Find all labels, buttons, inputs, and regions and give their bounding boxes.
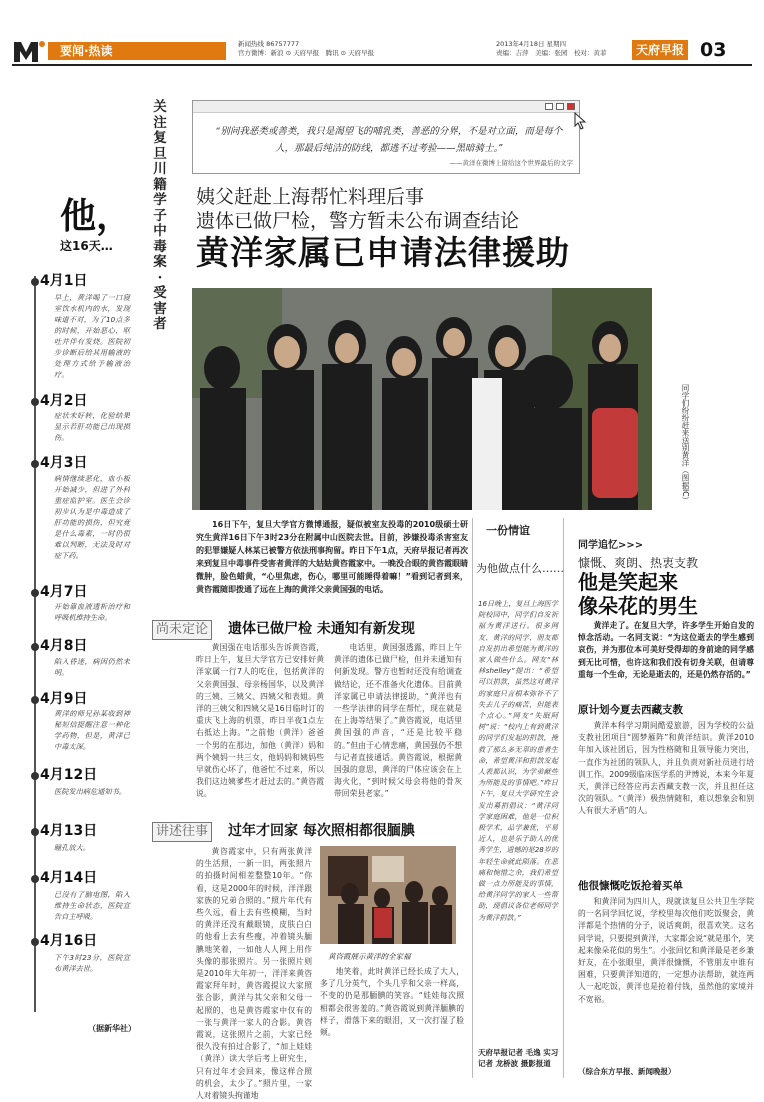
close-icon [567, 103, 575, 110]
sidebar-title: 一份情谊 [486, 524, 530, 537]
timeline-dot [31, 696, 39, 704]
right-subheading: 他很慷慨吃饭抢着买单 [578, 880, 683, 892]
section-tag: 讲述往事 [152, 822, 212, 842]
quote-window-titlebar [193, 101, 579, 113]
timeline-text: 陷入昏迷，病因仍然未明。 [54, 657, 130, 677]
cursor-icon [574, 112, 588, 130]
timeline-date: 4月13日 [40, 823, 98, 839]
timeline-text: 黄洋的师兄孙某收到神秘短信提醒注意一种化学药物，但是，黄洋已中毒太深。 [54, 709, 130, 751]
hotline-text: 新闻热线 86757777 [238, 40, 300, 48]
section-tag: 尚未定论 [152, 620, 212, 640]
right-kicker: 慷慨、爽朗、热衷支教 [578, 556, 699, 570]
timeline-dot [31, 460, 39, 468]
maximize-icon [556, 103, 564, 110]
body-paragraph: 电话里，黄国强透露，昨日上午黄洋的遗体已做尸检，但并未通知有何新发现。警方也暂时还没有给调查做结论，还不准备火化遗体。目前黄洋家属已申请法律援助，“黄洋也有一些学法律的同学在帮忙，现在就是在上海等结果了。”黄咨霞说，电话里黄国强的声音，“还是比较平稳的。”但由于心情悲痛，黄国强仍不想与记者直接通话。黄咨霞说，根据黄国强的意思，黄洋的尸体应该会在上海火化，“到时候父母会将他的骨灰带回荣县老家。” [334, 643, 462, 799]
body-paragraph: 黄国强在电话那头告诉黄咨霞，昨日上午，复旦大学官方已安排好黄洋家属一行7人的吃住，包括黄洋的父亲黄国强、母亲杨国华，以及黄洋的三姨、三姨父、四姨父和表姐。黄洋的三姨父和四姨父是16日临时订的重庆飞上海的机票，昨日半夜1点左右抵达上海。“之前他（黄洋）爸爸一个男的在那边，加他（黄洋）妈和两个姨妈一共三女，他妈妈和姨妈些早就伤心坏了，他爸忙不过来，所以我们这边姨爹些才赶过去的。”黄咨霞说。 [196, 643, 324, 799]
photo-crowd-illustration [192, 288, 652, 510]
photo-caption: 同学们纷纷赶来送别黄洋（图据IC） [681, 384, 690, 504]
section-title: 过年才回家 每次照相都很腼腆 [228, 823, 415, 839]
right-subheading: 原计划今夏去西藏支教 [578, 704, 683, 716]
quote-window [192, 100, 580, 174]
family-photo-caption: 黄咨霞展示黄洋的全家福 [328, 952, 411, 961]
timeline-text: 医院发出病危通知书。 [54, 787, 126, 796]
issue-date: 2013年4月18日 星期四 [496, 40, 567, 48]
timeline-title: 他， [60, 195, 133, 237]
main-headline: 黄洋家属已申请法律援助 [196, 233, 570, 272]
timeline-date: 4月7日 [40, 584, 88, 600]
timeline-dot [31, 589, 39, 597]
right-intro: 黄洋走了。在复旦大学，许多学生开始自发的悼念活动。一名同支说：“为这位逝去的学生感到哀伤，并为那位本可美好受得却的身前途的同学感到无比可惜，也许这和我们没有切身关联，但请尊重每一个生命，无论是逝去的，还是仍然存活的。” [578, 621, 754, 679]
page-number: 03 [700, 39, 727, 61]
timeline-date: 4月2日 [40, 393, 88, 409]
timeline-date: 4月1日 [40, 273, 88, 289]
main-photo [192, 288, 652, 510]
timeline-dot [31, 875, 39, 883]
kicker-headline: 姨父赶赴上海帮忙料理后事 [196, 186, 425, 208]
weibo-text: 官方微博：新浪 ⊙ 天府早报 腾讯 ⊙ 天府早报 [238, 49, 375, 57]
minimize-icon [545, 103, 553, 110]
section-title: 遗体已做尸检 未通知有新发现 [228, 621, 415, 637]
timeline-text: 开始靠血液透析治疗和呼吸机维持生命。 [54, 602, 130, 622]
right-headline: 像朵花的男生 [578, 594, 698, 618]
right-body: 和黄洋同为四川人，现就读复旦公共卫生学院的一名同学回忆说，学校里每次他们吃饭聚会，黄洋都是个热情的分子，说话爽朗，很喜欢笑。这名同学说，只要提到黄洋，大家都会说“就是那个，笑起来像朵花似的男生”。小张回忆和黄洋最是老乡兼好友，在小张眼里，黄洋很慷慨，不管朋友中谁有困难，只要黄洋知道的，一定想办法帮助，就连两人一起吃饭，黄洋也是抢着付钱，虽然他的家境并不宽裕。 [578, 897, 754, 1004]
timeline-dot [31, 938, 39, 946]
timeline-date: 4月12日 [40, 767, 98, 783]
timeline-date: 4月8日 [40, 638, 88, 654]
timeline-date: 4月3日 [40, 455, 88, 471]
timeline-text: 下午3时23分，医院宣布黄洋去世。 [54, 953, 130, 973]
timeline-text: 已没有了脑电图，陷入维持生命状态，医院宣告自主呼吸。 [54, 890, 130, 921]
lead-paragraph: 16日下午，复旦大学官方微博通报，疑似被室友投毒的2010级硕士研究生黄洋16日下午3时23分在附属中山医院去世。目前，涉嫌投毒杀害室友的犯罪嫌疑人林某已被警方依法刑事拘留。昨日下午1点，天府早报记者再次来到复旦中毒事件受害者黄洋的大姑姑黄咨霞家中。一晚没合眼的黄咨霞眼睛微肿，脸色蜡黄，“心里焦虑，伤心，哪里可能睡得着嘛！”看到记者到来，黄咨霞随即拨通了远在上海的黄洋父亲黄国强的电话。 [196, 520, 468, 594]
sidebar-subtitle: 为他做点什么…… [476, 562, 564, 575]
timeline-dot [31, 398, 39, 406]
timeline-text: 早上，黄洋喝了一口寝室饮水机内的水，发现味道不对，为了10点多的时候，开始恶心、呕吐并伴有发烧。医院初步诊断后给其用输液的处理方式给予输液治疗。 [54, 293, 130, 379]
timeline-dot [31, 278, 39, 286]
family-photo-illustration [320, 846, 456, 944]
kicker-headline: 遗体已做尸检，警方暂未公布调查结论 [196, 210, 520, 232]
section-title: 要闻·热读 [60, 44, 113, 58]
header-divider [12, 64, 752, 66]
sidebar-credit: 天府早报记者 毛逸 实习记者 龙桥波 摄影报道 [478, 1048, 559, 1068]
family-photo [320, 846, 456, 944]
body-paragraph: 黄咨霞家中，只有两张黄洋的生活照，一新一旧，两张照片的拍摄时间相差整整10年。“你看，这是2000年的时候，洋洋跟家族的兄弟合照的。”照片年代有些久远，看上去有些模糊，当时的黄洋还没有戴眼镜，皮肤白白的他看上去有些瘦，冲着镜头腼腆地笑着，一如他人人网上用作头像的那张照片。另一张照片则是2010年大年初一，洋洋来黄咨霞家拜年时，黄咨霞提议大家照张合影，黄洋与其父亲和父母一起照的，也是黄咨霞家中仅有的一张与黄洋一家人的合影。黄咨霞说，这张照片之前，大家已经很久没有拍过合影了，“加上娃娃（黄洋）读大学后考上研究生，只有过年才会回来，像这样合照的机会，太少了。”照片里，一家人对着镜头拘谨地 [196, 847, 312, 1101]
timeline-credit: （据新华社） [88, 1024, 136, 1033]
right-section-tag: 同学追忆>>> [578, 540, 644, 551]
timeline-text: 瞳孔放大。 [54, 843, 90, 852]
timeline-date: 4月9日 [40, 691, 88, 707]
timeline-dot [31, 643, 39, 651]
newspaper-brand: 天府早报 [632, 40, 688, 60]
editor-credits: 责编：吉萍 美编：张园 校对：黄菲 [496, 49, 607, 57]
sidebar-body: 16日晚上，复旦上海医学院校园中，同学们自发祈福为黄洋送行。很多网友、黄洋的同学、朋友都自发捐出希望能为黄洋的家人做些什么。网友“林林shelley”提出：“希望可以捐款，虽然这对黄洋的家庭只言根本弥补不了失去儿子的痛苦，但能表个点心。”网友“失眠阿树”说：“校内上有到黄洋的同学们发起的捐款，挽救了那么多无辜的患者生命，希望黄洋和捐款发起人表都认识，为学弟献些为所能及的事情吧。”昨日下午，复旦大学研究生会发出募捐倡议：“黄洋同学家庭困难，他是一位积极学术，品学兼优，平易近人，也是乐于助人的优秀学生，遗憾的是28岁的年轻生命就此陨落。在悲痛和惋惜之余，我们希望做一点力所能及的事情，给黄洋同学的家人一些帮助，现倡议各位老师同学为黄洋捐款。” [478, 599, 558, 922]
timeline-dot [31, 772, 39, 780]
timeline-subtitle: 这16天… [60, 239, 113, 253]
right-headline: 他是笑起来 [578, 570, 678, 594]
quote-attribution: ——黄洋在微博上留给这个世界最后的文字 [449, 159, 573, 167]
timeline-text: 病情继续恶化，血小板开始减少，但进了外科重症监护室。医生会诊初步认为是中毒造成了肝功能的损伤，但究竟是什么毒素，一时仍很难以判断，无法及时对症下药。 [54, 474, 130, 560]
timeline-dot [31, 828, 39, 836]
header-contact [238, 40, 418, 58]
series-label: 关注复旦川籍学子中毒案·受害者 [153, 99, 167, 332]
right-credit: （综合东方早报、新闻晚报） [578, 1067, 676, 1076]
timeline-text: 症状未好转，化验结果显示若肝功能已出现损伤。 [54, 411, 130, 442]
header-date-block [496, 40, 636, 58]
body-paragraph: 地笑着，此时黄洋已经长成了大人，多了几分英气，个头几乎和父亲一样高，不变的仍是那腼腆的笑容。“娃娃每次照相都会很害羞的。”黄咨霞说到黄洋腼腆的样子，滑落下来的眼泪，又一次打湿了脸颊。 [320, 967, 464, 1038]
newspaper-logo-icon [12, 38, 46, 64]
timeline-date: 4月14日 [40, 870, 98, 886]
right-body: 黄洋本科学习期间酷爱旅游，因为学校的公益支教社团项目“圆梦雁阵”和黄洋结识。黄洋2010年加入该社团后，因为性格随和且领导能力突出，一直作为社团的领队人，并且负责对新社员进行培训工作。2009级临床医学系的尹博说，本来今年夏天，黄洋已经答应再去西藏支教一次，并且担任这次的领队。“（黄洋）极热情随和，难以想象会和别人有很大矛盾”的人。 [578, 721, 754, 816]
timeline-date: 4月16日 [40, 933, 98, 949]
quote-text: “别问我恶类或善类，我只是渴望飞的哺乳类，善恶的分界，不是对立面，而是每个人，那最后纯洁的防线，都逃不过考验——黑暗骑士。” [215, 126, 563, 154]
